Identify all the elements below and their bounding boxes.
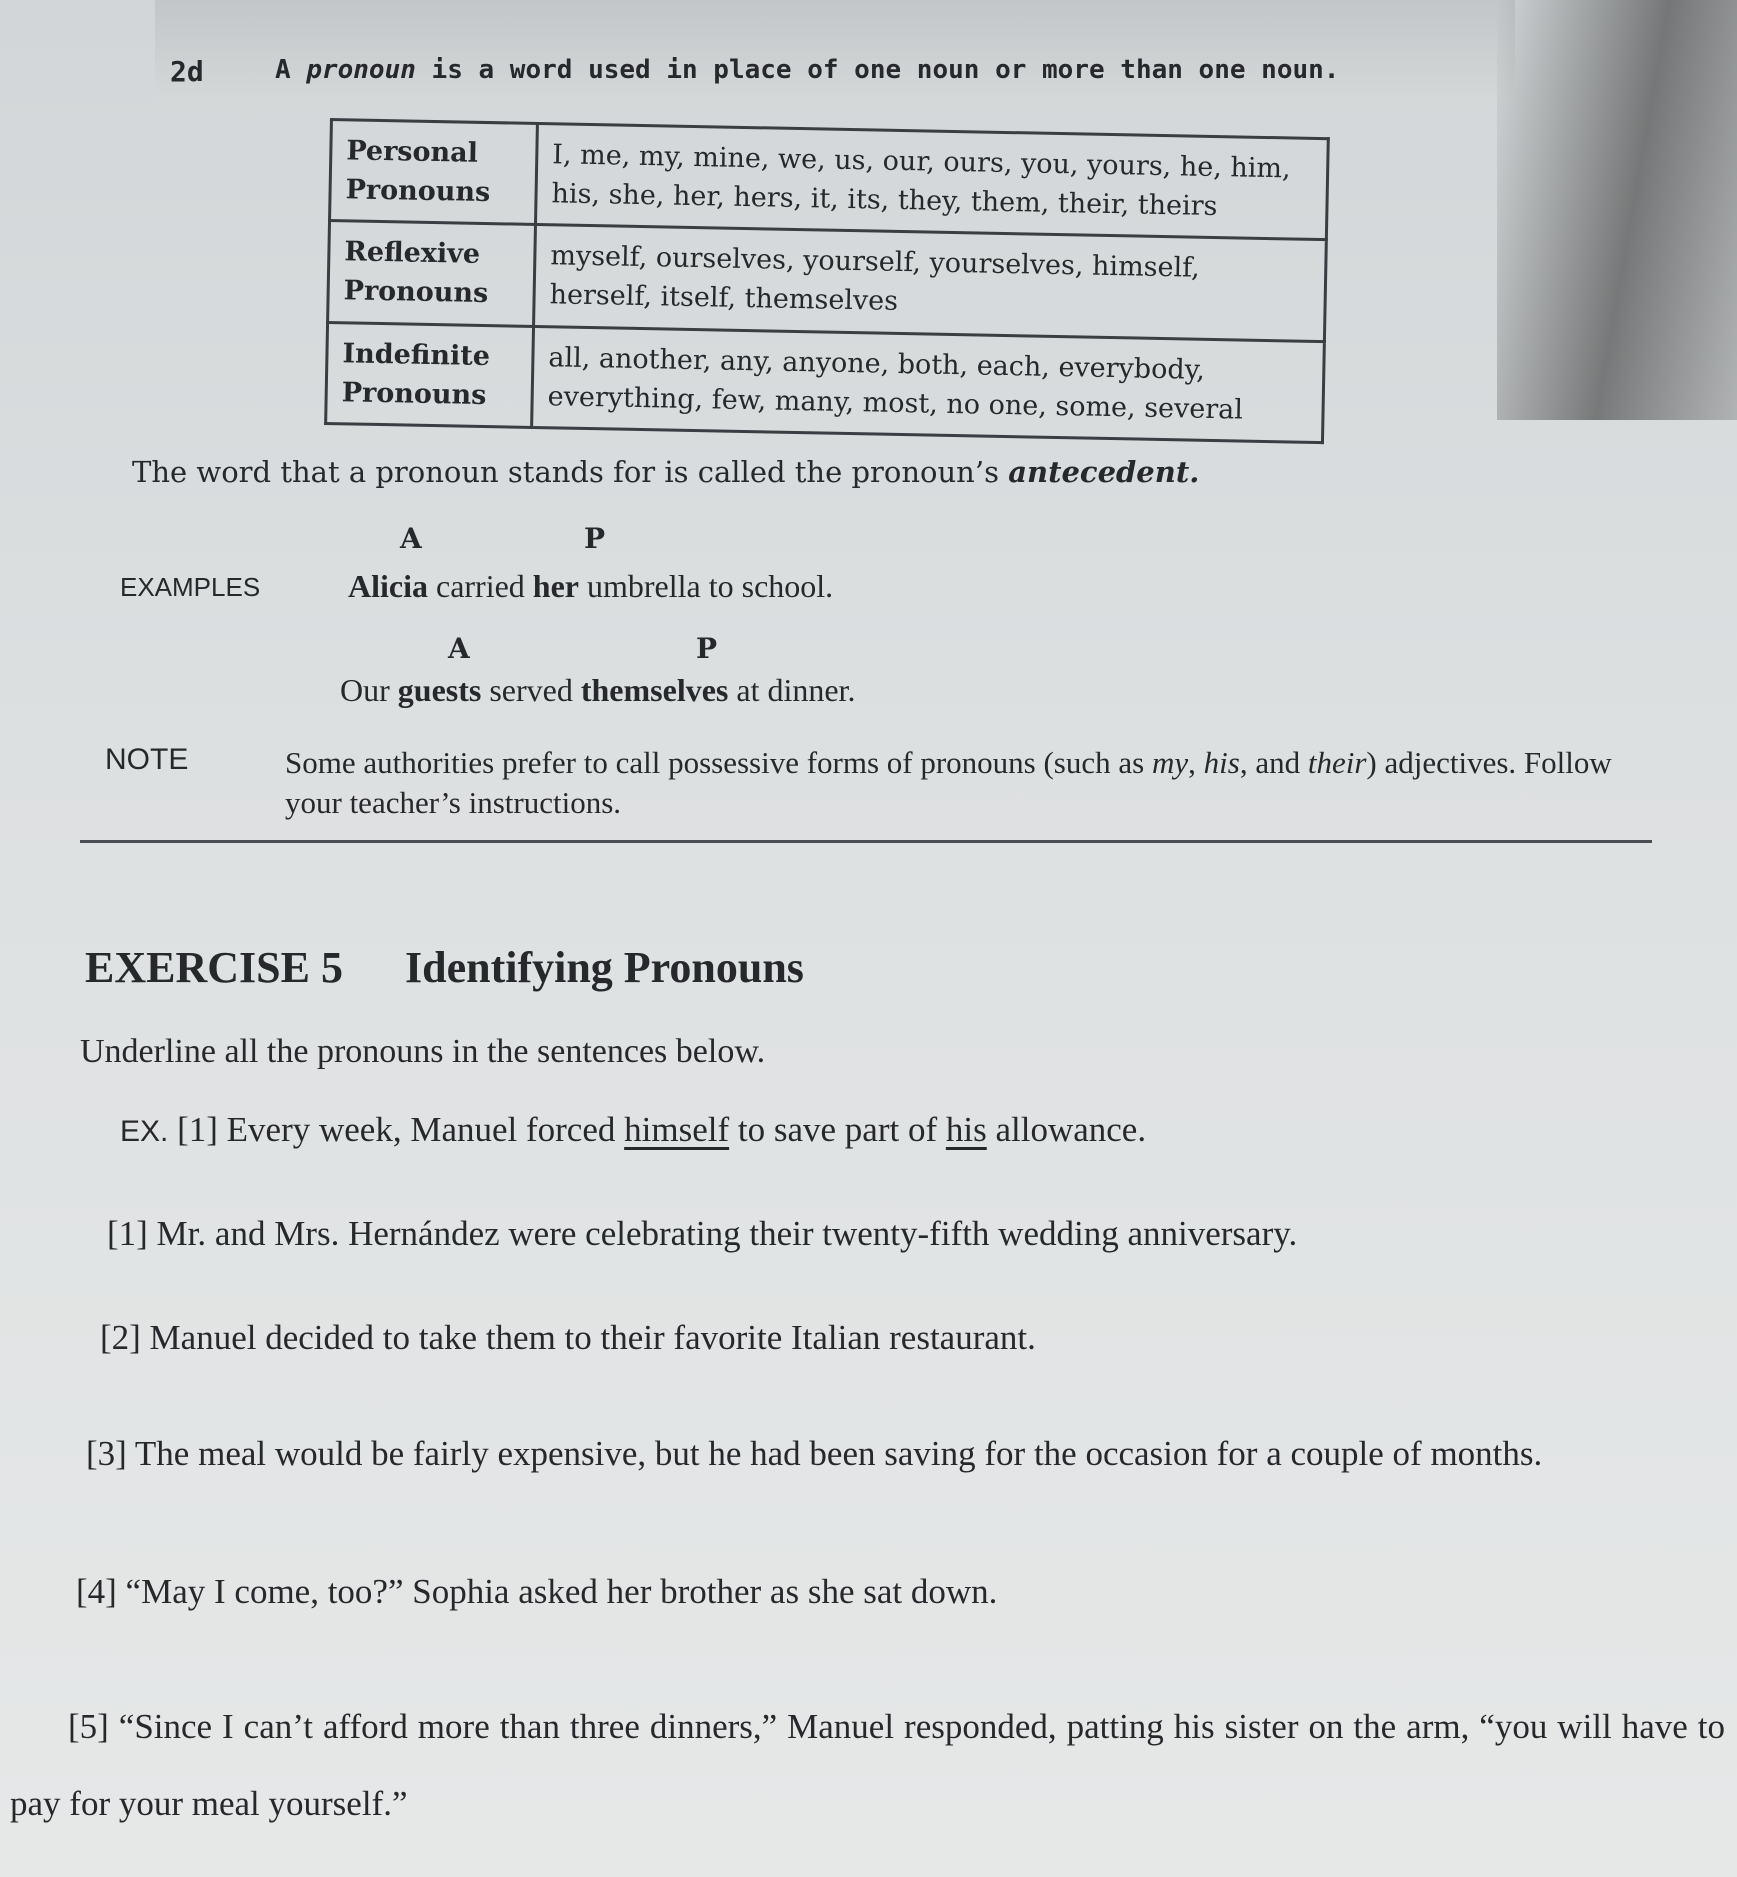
category-cell: Indefinite Pronouns bbox=[326, 322, 534, 427]
pronoun-table bbox=[324, 118, 1330, 444]
list-cell: myself, ourselves, yourself, yourselves, himself, herself, itself, themselves bbox=[534, 225, 1327, 341]
category-cell: Personal Pronouns bbox=[330, 120, 538, 225]
exercise-instruction: Underline all the pronouns in the sentences below. bbox=[80, 1033, 766, 1070]
pronoun-marker: P bbox=[696, 632, 718, 665]
exercise-item: [2] Manuel decided to take them to their favorite Italian restaurant. bbox=[100, 1318, 1036, 1357]
definition: A pronoun is a word used in place of one noun or more than one noun. bbox=[275, 55, 1340, 85]
exercise-subtitle: Identifying Pronouns bbox=[404, 943, 804, 992]
example-item: EX. [1] Every week, Manuel forced himself to save part of his allowance. bbox=[120, 1110, 1147, 1149]
definition-term: pronoun bbox=[306, 55, 416, 85]
underlined-pronoun: his bbox=[945, 1110, 987, 1149]
exercise-item: [3] The meal would be fairly expensive, but he had been saving for the occasion for a couple of months. bbox=[86, 1434, 1543, 1473]
exercise-item: [4] “May I come, too?” Sophia asked her brother as she sat down. bbox=[76, 1572, 998, 1611]
examples-label: EXAMPLES bbox=[120, 572, 261, 602]
table-row bbox=[330, 120, 1329, 240]
pronoun-marker: P bbox=[584, 522, 606, 555]
underlined-pronoun: himself bbox=[624, 1110, 730, 1149]
antecedent-term: antecedent. bbox=[1008, 455, 1200, 489]
antecedent-marker: A bbox=[400, 522, 422, 555]
example-sentence: Our guests served themselves at dinner. bbox=[340, 672, 856, 708]
list-cell: all, another, any, anyone, both, each, everybody, everything, few, many, most, no one, some, several bbox=[532, 326, 1325, 442]
note-label: NOTE bbox=[105, 743, 189, 776]
list-cell: I, me, my, mine, we, us, our, ours, you, yours, he, him, his, she, her, hers, it, its, they, them, their, theirs bbox=[535, 123, 1328, 239]
note-text: Some authorities prefer to call possessive forms of pronouns (such as my, his, and their) adjectives. Follow your teacher’s instructions. bbox=[285, 745, 1612, 821]
exercise-item: [1] Mr. and Mrs. Hernández were celebrating their twenty-fifth wedding anniversary. bbox=[107, 1214, 1298, 1253]
table-row bbox=[328, 221, 1327, 341]
example-sentence: Alicia carried her umbrella to school. bbox=[348, 568, 834, 604]
exercise-title: EXERCISE 5 Identifying Pronouns bbox=[85, 943, 804, 992]
exercise-item: [5] “Since I can’t afford more than three dinners,” Manuel responded, patting his sister on the arm, “you will have to pay for your meal yourself.” bbox=[10, 1707, 1725, 1823]
antecedent-definition: The word that a pronoun stands for is called the pronoun’s antecedent. bbox=[132, 455, 1200, 489]
category-cell: Reflexive Pronouns bbox=[328, 221, 536, 326]
table-row bbox=[326, 322, 1325, 442]
antecedent-marker: A bbox=[448, 632, 470, 665]
section-number: 2d bbox=[170, 55, 204, 88]
